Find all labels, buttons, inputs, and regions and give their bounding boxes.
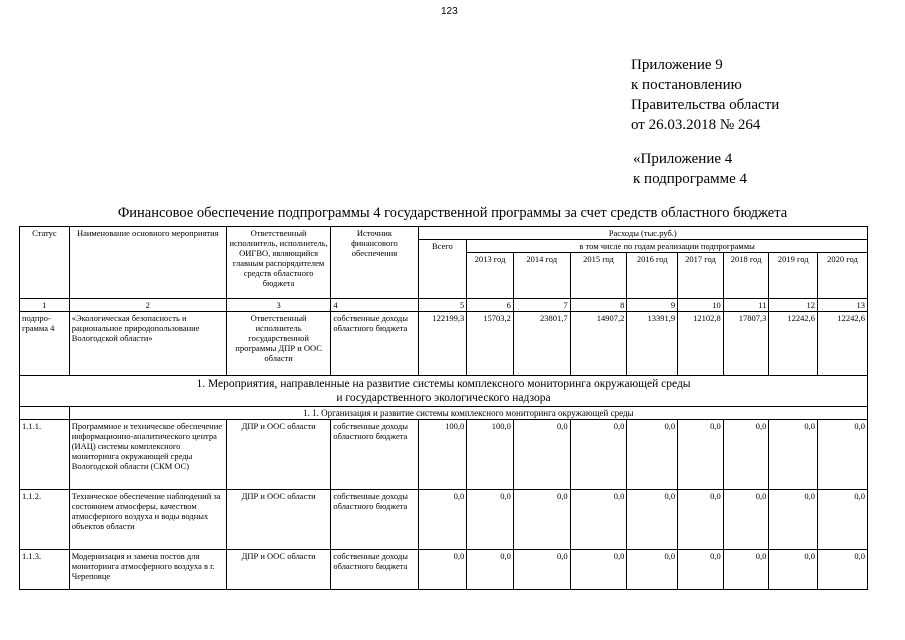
cell-executor: ДПР и ООС области xyxy=(226,550,330,590)
cell-executor: Ответственный исполнитель государственной программы ДПР и ООС области xyxy=(226,312,330,376)
cell-value: 0,0 xyxy=(570,550,627,590)
cell-value: 23801,7 xyxy=(513,312,570,376)
cell-value: 0,0 xyxy=(769,550,818,590)
column-number: 3 xyxy=(226,299,330,312)
section-heading xyxy=(20,376,868,407)
cell-name: Модернизация и замена постов для мониторинга атмосферного воздуха в г. Череповце xyxy=(69,550,226,590)
page-number: 123 xyxy=(441,6,458,17)
cell-value: 0,0 xyxy=(723,550,769,590)
column-number: 11 xyxy=(723,299,769,312)
header-year: 2014 год xyxy=(513,253,570,299)
cell-value: 0,0 xyxy=(678,490,724,550)
header-year: 2015 год xyxy=(570,253,627,299)
header-expenses: Расходы (тыс.руб.) xyxy=(418,227,867,240)
cell-source: собственные доходы областного бюджета xyxy=(331,490,418,550)
cell-value: 0,0 xyxy=(627,550,678,590)
finance-table xyxy=(19,226,868,590)
column-number: 4 xyxy=(331,299,418,312)
column-number: 10 xyxy=(678,299,724,312)
cell-value: 0,0 xyxy=(769,490,818,550)
cell-value: 0,0 xyxy=(570,490,627,550)
cell-value: 0,0 xyxy=(769,420,818,490)
header-year: 2017 год xyxy=(678,253,724,299)
cell-value: 0,0 xyxy=(513,550,570,590)
table-row xyxy=(20,490,868,550)
cell-value: 12102,8 xyxy=(678,312,724,376)
cell-value: 0,0 xyxy=(678,420,724,490)
header-year: 2018 год xyxy=(723,253,769,299)
appendix-block xyxy=(631,55,779,135)
appendix-subprogram-block xyxy=(633,149,747,189)
column-number: 2 xyxy=(69,299,226,312)
appendix-line: от 26.03.2018 № 264 xyxy=(631,117,761,133)
cell-value: 0,0 xyxy=(627,420,678,490)
cell-source: собственные доходы областного бюджета xyxy=(331,312,418,376)
cell-status: 1.1.2. xyxy=(20,490,70,550)
table-row xyxy=(20,550,868,590)
cell-value: 0,0 xyxy=(723,420,769,490)
appendix-line: к подпрограмме 4 xyxy=(633,171,747,187)
cell-value: 122199,3 xyxy=(418,312,467,376)
cell-value: 0,0 xyxy=(818,420,868,490)
cell-source: собственные доходы областного бюджета xyxy=(331,420,418,490)
column-number: 13 xyxy=(818,299,868,312)
table-row-subprogram xyxy=(20,312,868,376)
cell-value: 0,0 xyxy=(818,490,868,550)
header-year: 2019 год xyxy=(769,253,818,299)
header-year: 2020 год xyxy=(818,253,868,299)
header-source: Источник финансового обеспечения xyxy=(331,227,418,299)
column-number: 7 xyxy=(513,299,570,312)
subsection-heading: 1. 1. Организация и развитие системы комплексного мониторинга окружающей среды xyxy=(69,407,867,420)
cell-name: Программное и техническое обеспечение информационно-аналитического центра (ИАЦ) системы комплексного мониторинга окружающей среды Вологодской области (СКМ ОС) xyxy=(69,420,226,490)
header-status: Статус xyxy=(20,227,70,299)
cell-status: подпро-грамма 4 xyxy=(20,312,70,376)
empty-cell xyxy=(20,407,70,420)
cell-value: 0,0 xyxy=(570,420,627,490)
cell-value: 0,0 xyxy=(818,550,868,590)
column-number: 6 xyxy=(467,299,514,312)
cell-value: 0,0 xyxy=(513,420,570,490)
header-year: 2013 год xyxy=(467,253,514,299)
header-total: Всего xyxy=(418,240,467,299)
appendix-line: «Приложение 4 xyxy=(633,151,733,167)
cell-value: 12242,6 xyxy=(769,312,818,376)
cell-value: 0,0 xyxy=(418,550,467,590)
cell-value: 0,0 xyxy=(723,490,769,550)
appendix-line: Правительства области xyxy=(631,97,780,113)
cell-value: 17807,3 xyxy=(723,312,769,376)
column-number: 5 xyxy=(418,299,467,312)
column-number: 12 xyxy=(769,299,818,312)
cell-value: 13391,9 xyxy=(627,312,678,376)
cell-value: 0,0 xyxy=(467,550,514,590)
cell-value: 15703,2 xyxy=(467,312,514,376)
cell-value: 0,0 xyxy=(627,490,678,550)
cell-value: 100,0 xyxy=(418,420,467,490)
column-number: 1 xyxy=(20,299,70,312)
header-executor: Ответственный исполнитель, исполнитель, ОИГВО, являющийся главным распорядителем средств областного бюджета xyxy=(226,227,330,299)
cell-value: 0,0 xyxy=(418,490,467,550)
appendix-line: к постановлению xyxy=(631,77,742,93)
appendix-line: Приложение 9 xyxy=(631,57,723,73)
cell-executor: ДПР и ООС области xyxy=(226,490,330,550)
column-number: 9 xyxy=(627,299,678,312)
cell-status: 1.1.3. xyxy=(20,550,70,590)
cell-name: «Экологическая безопасность и рациональное природопользование Вологодской области» xyxy=(69,312,226,376)
cell-value: 0,0 xyxy=(467,490,514,550)
document-title: Финансовое обеспечение подпрограммы 4 государственной программы за счет средств областного бюджета xyxy=(117,205,788,221)
cell-executor: ДПР и ООС области xyxy=(226,420,330,490)
cell-value: 12242,6 xyxy=(818,312,868,376)
cell-value: 0,0 xyxy=(513,490,570,550)
column-number: 8 xyxy=(570,299,627,312)
section-heading-line: 1. Мероприятия, направленные на развитие системы комплексного мониторинга окружающей среды xyxy=(196,378,691,390)
table-row xyxy=(20,420,868,490)
cell-name: Техническое обеспечение наблюдений за состоянием атмосферы, качеством атмосферного воздуха и воды водных объектов области xyxy=(69,490,226,550)
cell-source: собственные доходы областного бюджета xyxy=(331,550,418,590)
header-by-years: в том числе по годам реализации подпрограммы xyxy=(467,240,868,253)
cell-value: 14907,2 xyxy=(570,312,627,376)
cell-status: 1.1.1. xyxy=(20,420,70,490)
header-year: 2016 год xyxy=(627,253,678,299)
cell-value: 100,0 xyxy=(467,420,514,490)
section-heading-line: и государственного экологического надзора xyxy=(336,392,551,404)
cell-value: 0,0 xyxy=(678,550,724,590)
header-name: Наименование основного мероприятия xyxy=(69,227,226,299)
